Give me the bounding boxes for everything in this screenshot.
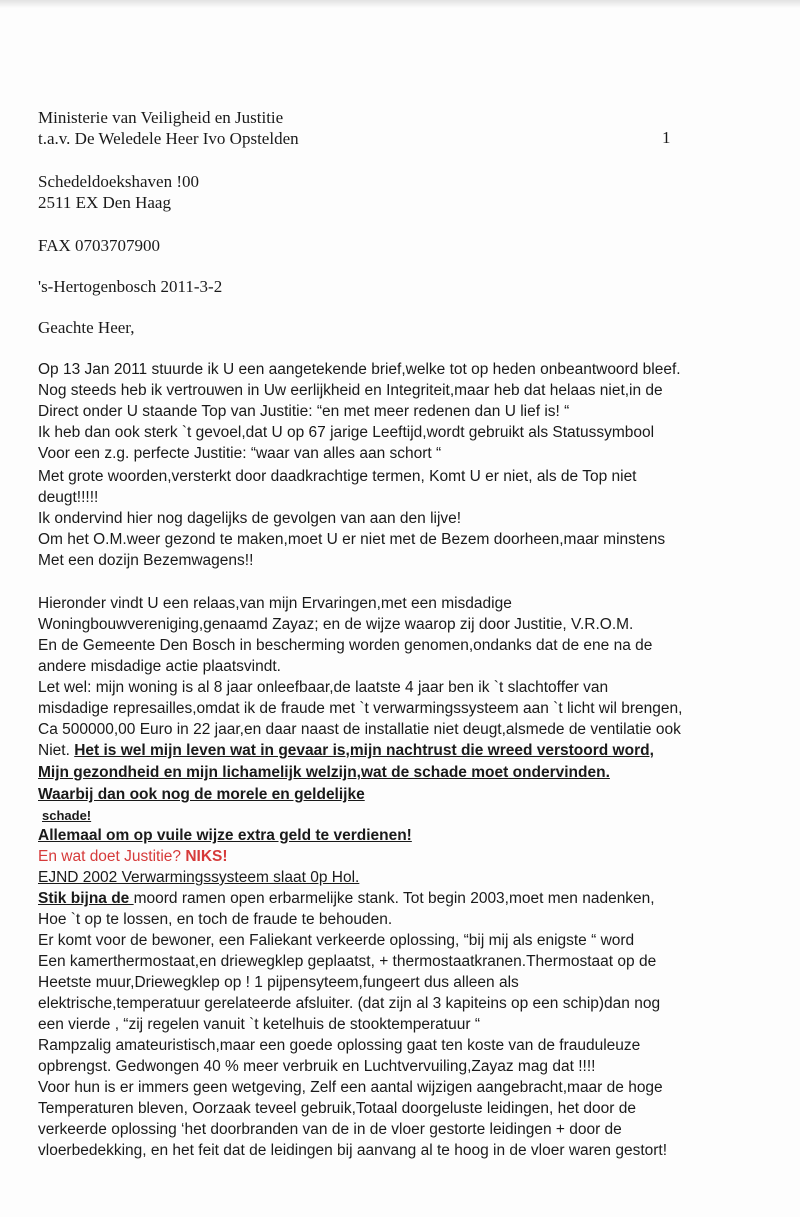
- p2-line-7: Ca 500000,00 Euro in 22 jaar,en daar naast de installatie niet deugt,alsmede de ventilatie ook: [38, 721, 681, 738]
- p1-line-8: Ik ondervind hier nog dagelijks de gevolgen van aan den lijve!: [38, 510, 462, 527]
- p2-line-8: [38, 741, 654, 761]
- p2-line-2: Woningbouwvereniging,genaamd Zayaz; en de wijze waarop zij door Justitie, V.R.O.M.: [38, 616, 634, 633]
- p3-line-11: Temperaturen bleven, Oorzaak teveel gebruik,Totaal doorgeluste leidingen, het door de: [38, 1100, 636, 1117]
- p3-line-10: Voor hun is er immers geen wetgeving, Zelf een aantal wijzigen aangebracht,maar de hoge: [38, 1079, 663, 1096]
- p1-line-1: Op 13 Jan 2011 stuurde ik U een aangetekende brief,welke tot op heden onbeantwoord bleef.: [38, 361, 681, 378]
- p3-line-12: verkeerde oplossing ‘het doorbranden van de in de vloer gestorte leidingen + door de: [38, 1121, 622, 1138]
- p1-line-3: Direct onder U staande Top van Justitie: “en met meer redenen dan U lief is! “: [38, 403, 570, 420]
- p3-line-1-emphasis: Stik bijna de: [38, 890, 134, 907]
- p2-line-8-plain: Niet.: [38, 742, 75, 759]
- p2-line-1: Hieronder vindt U een relaas,van mijn Ervaringen,met een misdadige: [38, 595, 512, 612]
- p2-line-14: EJND 2002 Verwarmingssysteem slaat 0p Hol.: [38, 869, 360, 886]
- p3-line-2: Hoe `t op te lossen, en toch de fraude te behouden.: [38, 911, 393, 928]
- p2-line-13: [38, 847, 228, 867]
- p1-line-5: Voor een z.g. perfecte Justitie: “waar van alles aan schort “: [38, 445, 442, 462]
- p2-line-6: misdadige represailles,omdat ik de fraude met `t verwarmingssysteem aan `t licht wil brengen,: [38, 700, 683, 717]
- p3-line-3: Er komt voor de bewoner, een Faliekant verkeerde oplossing, “bij mij als enigste “ word: [38, 932, 635, 949]
- p1-line-10: Met een dozijn Bezemwagens!!: [38, 552, 254, 569]
- p2-line-11-emphasis: schade!: [42, 808, 92, 823]
- p3-line-13: vloerbedekking, en het feit dat de leidingen bij aanvang al te hoog in de vloer waren gestort!: [38, 1142, 668, 1159]
- address-line-2: 2511 EX Den Haag: [38, 193, 171, 212]
- recipient-line-2: t.a.v. De Weledele Heer Ivo Opstelden: [38, 129, 299, 148]
- p2-line-8-emphasis: Het is wel mijn leven wat in gevaar is,mijn nachtrust die wreed verstoord word,: [74, 742, 654, 759]
- p2-line-13-answer: NIKS!: [185, 848, 228, 865]
- p1-line-6: Met grote woorden,versterkt door daadkrachtige termen, Komt U er niet, als de Top niet: [38, 468, 637, 485]
- salutation: Geachte Heer,: [38, 318, 135, 337]
- p3-line-5: Heetste muur,Driewegklep op ! 1 pijpensyteem,fungeert dus alleen als: [38, 974, 519, 991]
- recipient-line-1: Ministerie van Veiligheid en Justitie: [38, 108, 284, 127]
- p3-line-1-rest: moord ramen open erbarmelijke stank. Tot begin 2003,moet men nadenken,: [133, 890, 655, 907]
- p2-line-4: andere misdadige actie plaatsvindt.: [38, 658, 281, 675]
- fax-number: FAX 0703707900: [38, 236, 160, 255]
- p1-line-4: Ik heb dan ook sterk `t gevoel,dat U op 67 jarige Leeftijd,wordt gebruikt als Statussymbool: [38, 424, 655, 441]
- p2-line-5: Let wel: mijn woning is al 8 jaar onleefbaar,de laatste 4 jaar ben ik `t slachtoffer van: [38, 679, 609, 696]
- address-line-1: Schedeldoekshaven !00: [38, 172, 199, 191]
- page-number: 1: [662, 128, 671, 147]
- p2-line-13-question: En wat doet Justitie?: [38, 848, 186, 865]
- p3-line-7: een vierde , “zij regelen vanuit `t ketelhuis de stooktemperatuur “: [38, 1016, 480, 1033]
- p2-line-3: En de Gemeente Den Bosch in bescherming worden genomen,ondanks dat de ene na de: [38, 637, 653, 654]
- p2-line-9-emphasis: Mijn gezondheid en mijn lichamelijk welzijn,wat de schade moet ondervinden.: [38, 764, 610, 781]
- place-date: 's-Hertogenbosch 2011-3-2: [38, 277, 223, 296]
- p1-line-7: deugt!!!!!: [38, 489, 99, 506]
- p1-line-2: Nog steeds heb ik vertrouwen in Uw eerlijkheid en Integriteit,maar heb dat helaas niet,in de: [38, 382, 663, 399]
- p3-line-8: Rampzalig amateuristisch,maar een goede oplossing gaat ten koste van de frauduleuze: [38, 1037, 641, 1054]
- p2-line-10-emphasis: Waarbij dan ook nog de morele en geldelijke: [38, 786, 365, 803]
- p2-line-12-emphasis: Allemaal om op vuile wijze extra geld te verdienen!: [38, 827, 412, 844]
- p1-line-9: Om het O.M.weer gezond te maken,moet U er niet met de Bezem doorheen,maar minstens: [38, 531, 666, 548]
- scan-edge: [0, 0, 800, 8]
- p3-line-1: [38, 889, 655, 909]
- p3-line-9: opbrengst. Gedwongen 40 % meer verbruik en Luchtvervuiling,Zayaz mag dat !!!!: [38, 1058, 596, 1075]
- p3-line-4: Een kamerthermostaat,en driewegklep geplaatst, + thermostaatkranen.Thermostaat op de: [38, 953, 657, 970]
- p3-line-6: elektrische,temperatuur gerelateerde afsluiter. (dat zijn al 3 kapiteins op een schip)dan nog: [38, 995, 661, 1012]
